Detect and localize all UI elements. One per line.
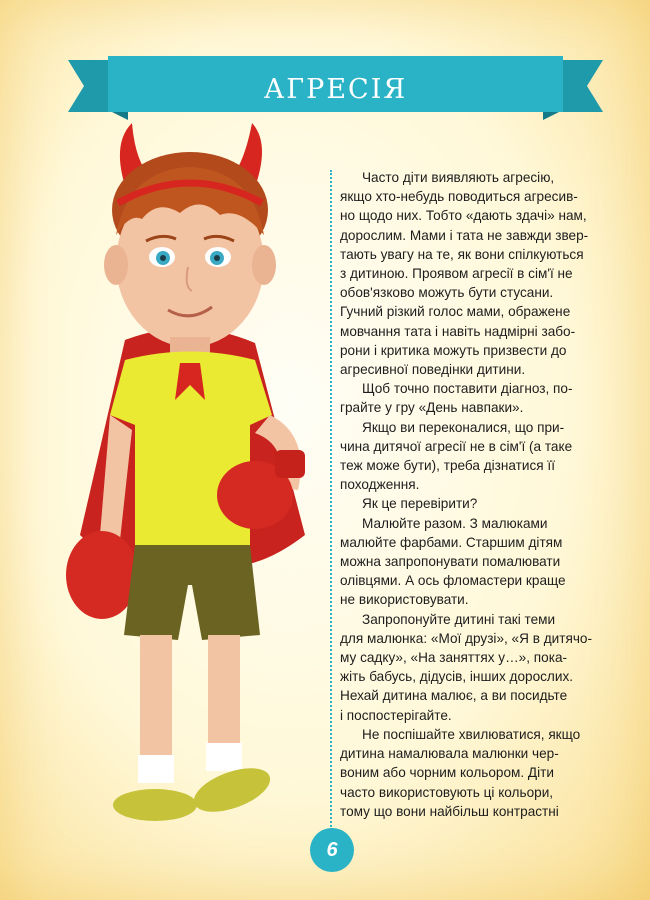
text-line: тому що вони найбільш контрастні bbox=[340, 803, 559, 819]
text-line: не використовувати. bbox=[340, 592, 469, 608]
text-line: з дитиною. Проявом агресії в сім'ї не bbox=[340, 266, 573, 282]
text-line: для малюнка: «Мої друзі», «Я в дитячо- bbox=[340, 630, 592, 646]
text-line: обов'язково можуть бути стусани. bbox=[340, 285, 554, 301]
text-line: дорослим. Мами і тата не завжди звер- bbox=[340, 227, 589, 243]
text-line: воним або чорним кольором. Діти bbox=[340, 765, 554, 781]
text-line: Часто діти виявляють агресію, bbox=[362, 170, 555, 185]
text-line: олівцями. А ось фломастери краще bbox=[340, 573, 566, 589]
title-ribbon bbox=[68, 52, 603, 122]
text-line: малюйте фарбами. Старшим дітям bbox=[340, 534, 563, 550]
text-line: мовчання тата і навіть надмірні забо- bbox=[340, 323, 576, 339]
text-line: агресивної поведінки дитини. bbox=[340, 362, 526, 378]
text-line: Гучний різкий голос мами, ображене bbox=[340, 304, 571, 320]
page-title: АГРЕСІЯ bbox=[263, 74, 408, 105]
text-line: Запропонуйте дитині такі теми bbox=[362, 611, 556, 627]
text-line: Нехай дитина малює, а ви посидьте bbox=[340, 688, 568, 704]
text-line: і поспостерігайте. bbox=[340, 707, 452, 723]
text-line: Малюйте разом. З малюками bbox=[362, 515, 548, 531]
article-body bbox=[340, 168, 615, 821]
text-line: Щоб точно поставити діагноз, по- bbox=[362, 381, 573, 397]
text-line: дитина намалювала малюнки чер- bbox=[340, 746, 559, 762]
text-line: Не поспішайте хвилюватися, якщо bbox=[362, 726, 581, 742]
text-line: рони і критика можуть призвести до bbox=[340, 342, 567, 358]
dotted-divider bbox=[330, 170, 332, 830]
text-line: походження. bbox=[340, 477, 420, 493]
text-line: можна запропонувати помалювати bbox=[340, 554, 561, 570]
text-line: якщо хто-небудь поводиться агресив- bbox=[340, 189, 578, 205]
text-line: жіть бабусь, дідусів, інших дорослих. bbox=[340, 669, 574, 685]
page-number: 6 bbox=[310, 828, 354, 872]
text-line: му садку», «На заняттях у…», пока- bbox=[340, 650, 568, 666]
boy-illustration bbox=[40, 115, 340, 855]
text-line: часто використовують ці кольори, bbox=[340, 784, 554, 800]
text-line: Якщо ви переконалися, що при- bbox=[362, 419, 565, 435]
text-line: Як це перевірити? bbox=[362, 496, 478, 512]
text-line: тають увагу на те, як вони спілкуються bbox=[340, 246, 584, 262]
text-line: чина дитячої агресії не в сім'ї (а таке bbox=[340, 438, 573, 454]
left-boxing-glove bbox=[66, 531, 138, 619]
text-line: грайте у гру «День навпаки». bbox=[340, 400, 524, 416]
text-line: теж може бути), треба дізнатися її bbox=[340, 458, 555, 474]
text-line: но щодо них. Тобто «дають здачі» нам, bbox=[340, 208, 587, 224]
